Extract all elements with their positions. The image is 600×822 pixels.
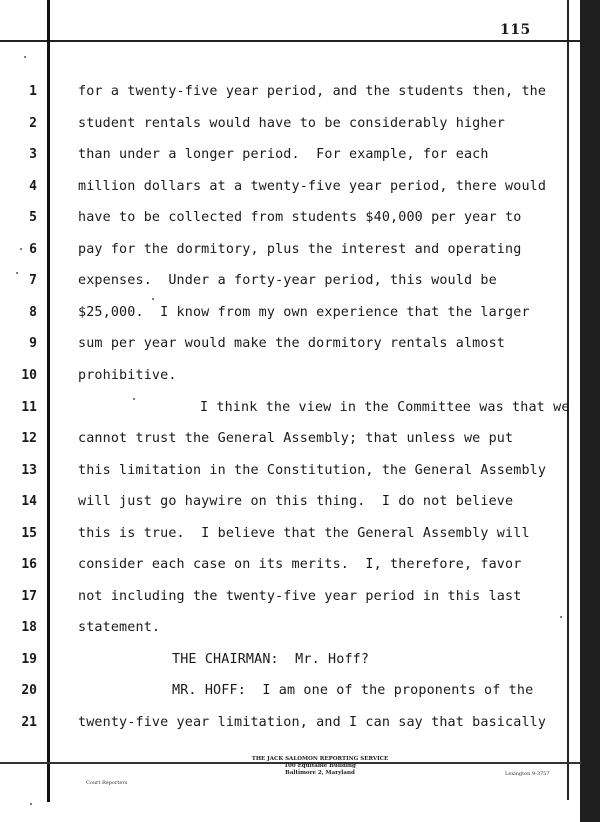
transcript-line — [0, 526, 600, 550]
line-number: 7 — [29, 273, 37, 289]
line-text: pay for the dormitory, plus the interest and operating — [78, 241, 522, 257]
line-text: million dollars at a twenty-five year period, there would — [78, 178, 547, 194]
line-text: consider each case on its merits. I, therefore, favor — [78, 557, 522, 573]
line-text: prohibitive. — [78, 367, 177, 383]
reporting-service-address-2: Baltimore 2, Maryland — [285, 770, 355, 776]
line-number: 18 — [21, 620, 37, 636]
line-number: 3 — [29, 147, 37, 163]
transcript-line — [0, 210, 600, 234]
transcript-line — [0, 147, 600, 171]
scan-speck — [20, 248, 22, 250]
line-number: 9 — [29, 336, 37, 352]
line-number: 15 — [21, 525, 37, 541]
scan-speck — [560, 616, 562, 618]
court-reporters-label: Court Reporters — [86, 780, 128, 786]
transcript-line — [0, 683, 600, 707]
transcript-line — [0, 620, 600, 644]
header-rule — [0, 40, 582, 42]
line-text: not including the twenty-five year period in this last — [78, 588, 522, 604]
line-number: 13 — [21, 462, 37, 478]
scan-speck — [16, 272, 18, 274]
scan-speck — [24, 56, 26, 58]
line-number: 12 — [21, 431, 37, 447]
line-text: THE CHAIRMAN: Mr. Hoff? — [172, 651, 370, 667]
transcript-line — [0, 652, 600, 676]
transcript-line — [0, 305, 600, 329]
transcript-line — [0, 336, 600, 360]
transcript-line — [0, 557, 600, 581]
line-number: 20 — [21, 683, 37, 699]
line-number: 6 — [29, 241, 37, 257]
line-number: 8 — [29, 304, 37, 320]
line-number: 17 — [21, 588, 37, 604]
line-number: 5 — [29, 210, 37, 226]
transcript-line — [0, 589, 600, 613]
transcript-line — [0, 494, 600, 518]
line-text: I think the view in the Committee was that we — [200, 399, 570, 415]
reporting-service-block — [230, 756, 410, 777]
transcript-line — [0, 400, 600, 424]
transcript-line — [0, 715, 600, 739]
line-number: 4 — [29, 178, 37, 194]
transcript-line — [0, 273, 600, 297]
transcript-line — [0, 84, 600, 108]
transcript-line — [0, 463, 600, 487]
scan-speck — [133, 398, 135, 400]
page-number: 115 — [500, 22, 531, 38]
line-text: for a twenty-five year period, and the students then, the — [78, 84, 547, 99]
reporting-service-name: THE JACK SALOMON REPORTING SERVICE — [251, 756, 389, 762]
line-number: 16 — [21, 557, 37, 573]
line-text: have to be collected from students $40,000 per year to — [78, 210, 522, 226]
line-number: 19 — [21, 651, 37, 667]
line-number: 11 — [21, 399, 37, 415]
line-number: 10 — [21, 367, 37, 383]
line-number: 2 — [29, 115, 37, 131]
line-text: this is true. I believe that the General Assembly will — [78, 525, 530, 541]
line-number: 14 — [21, 494, 37, 510]
phone-number: Lexington 9-3757 — [505, 771, 550, 777]
line-text: sum per year would make the dormitory rentals almost — [78, 336, 506, 352]
line-text: cannot trust the General Assembly; that unless we put — [78, 431, 514, 447]
line-text: twenty-five year limitation, and I can say that basically — [78, 715, 547, 730]
transcript-line — [0, 179, 600, 203]
transcript-line — [0, 368, 600, 392]
line-text: MR. HOFF: I am one of the proponents of the — [172, 683, 534, 699]
scan-speck — [152, 298, 154, 300]
line-number: 1 — [29, 84, 37, 99]
line-text: will just go haywire on this thing. I do not believe — [78, 494, 514, 510]
transcript-line — [0, 116, 600, 140]
line-text: student rentals would have to be considerably higher — [78, 115, 506, 131]
line-text: statement. — [78, 620, 161, 636]
transcript-line — [0, 242, 600, 266]
line-text: expenses. Under a forty-year period, this would be — [78, 273, 497, 289]
line-text: than under a longer period. For example, for each — [78, 147, 489, 163]
scan-speck — [30, 803, 32, 805]
line-text: $25,000. I know from my own experience that the larger — [78, 304, 530, 320]
line-number: 21 — [21, 715, 37, 730]
transcript-line — [0, 431, 600, 455]
line-text: this limitation in the Constitution, the General Assembly — [78, 462, 547, 478]
reporting-service-address-1: 100 Equitable Building — [284, 763, 356, 769]
